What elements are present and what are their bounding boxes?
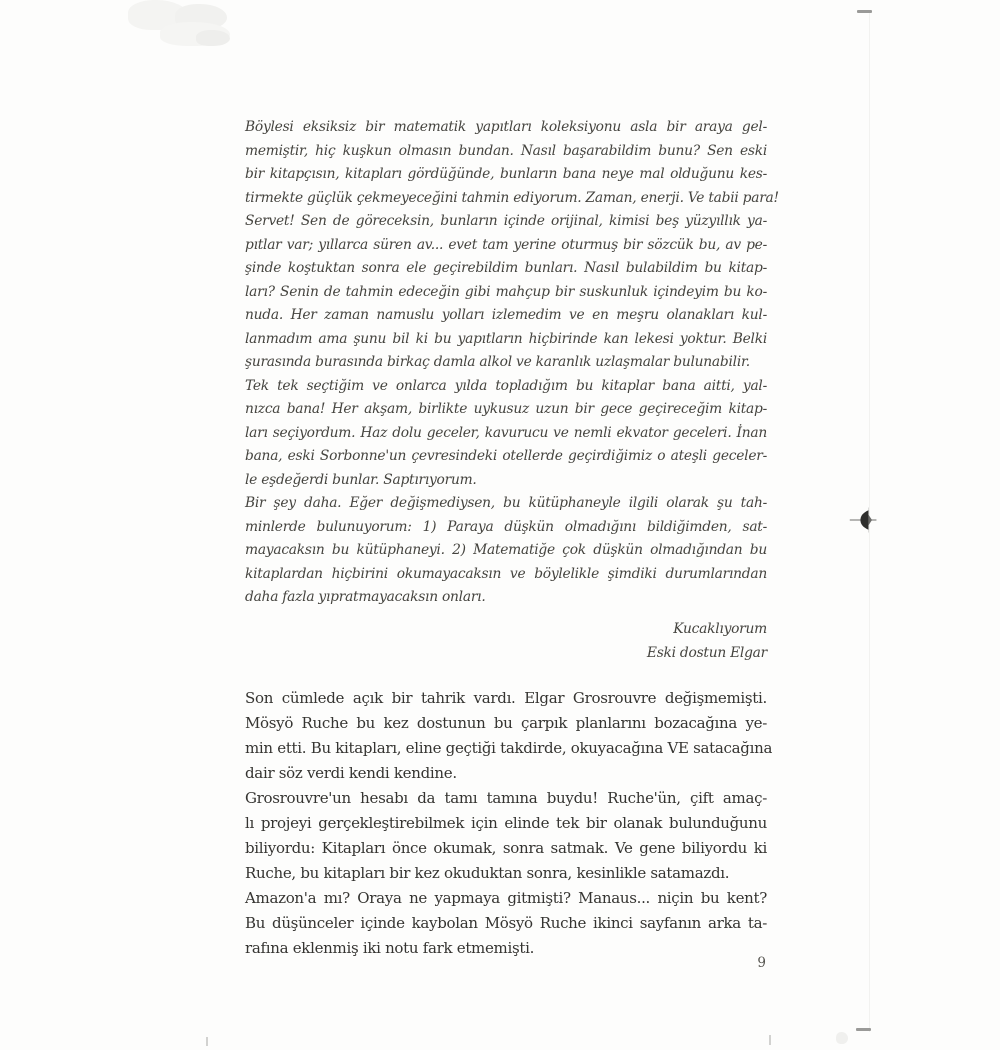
text-line: min etti. Bu kitapları, eline geçtiği takdirde, okuyacağına VE satacağına — [245, 739, 773, 757]
scan-tick — [206, 1037, 208, 1046]
text-line: lı projeyi gerçekleştirebilmek için elinde tek bir olanak bulunduğunu — [245, 814, 767, 832]
registration-mark-icon — [846, 504, 882, 536]
text-line: Mösyö Ruche bu kez dostunun bu çarpık planlarını bozacağına ye- — [245, 714, 767, 732]
text-line: mayacaksın bu kütüphaneyi. 2) Matematiğe çok düşkün olmadığından bu — [245, 542, 767, 558]
text-line: bana, eski Sorbonne'un çevresindeki otellerde geçirdiğimiz o ateşli geceler- — [245, 448, 767, 464]
text-line: bir kitapçısın, kitapları gördüğünde, bunların bana neye mal olduğunu kes- — [245, 166, 767, 182]
letter-block — [245, 116, 779, 666]
text-line: Servet! Sen de göreceksin, bunların içinde orijinal, kimisi beş yüzyıllık ya- — [245, 213, 767, 229]
text-line: daha fazla yıpratmayacaksın onları. — [245, 589, 486, 605]
crop-mark-top-right — [857, 10, 872, 13]
text-line: nuda. Her zaman namuslu yolları izlemedim ve en meşru olanakları kul- — [245, 307, 767, 323]
letter-signature — [245, 617, 767, 666]
text-line: Ruche, bu kitapları bir kez okuduktan sonra, kesinlikle satamazdı. — [245, 864, 730, 882]
text-line: Bir şey daha. Eğer değişmediysen, bu kütüphaneyle ilgili olarak şu tah- — [245, 495, 767, 511]
text-line: ları? Senin de tahmin edeceğin gibi mahçup bir suskunluk içindeyim bu ko- — [245, 283, 767, 300]
scan-smudge — [836, 1032, 848, 1044]
body-paragraph-2 — [245, 786, 767, 886]
crop-mark-bottom-right — [856, 1028, 871, 1031]
body-paragraph-1 — [245, 686, 773, 786]
text-line: le eşdeğerdi bunlar. Saptırıyorum. — [245, 471, 477, 488]
text-line: Amazon'a mı? Oraya ne yapmaya gitmişti? Manaus... niçin bu kent? — [245, 889, 767, 907]
scan-tick — [769, 1035, 771, 1045]
text-line: şurasında burasında birkaç damla alkol ve karanlık uzlaşmalar bulunabilir. — [245, 354, 750, 370]
text-line: biliyordu: Kitapları önce okumak, sonra satmak. Ve gene biliyordu ki — [245, 839, 767, 857]
text-line: Bu düşünceler içinde kaybolan Mösyö Ruche ikinci sayfanın arka ta- — [245, 914, 767, 932]
letter-paragraph-2 — [245, 375, 767, 493]
text-line: minlerde bulunuyorum: 1) Paraya düşkün olmadığını bildiğimden, sat- — [245, 518, 767, 535]
letter-paragraph-1 — [245, 116, 779, 375]
letter-paragraph-3 — [245, 492, 767, 610]
text-line: pıtlar var; yıllarca süren av... evet tam yerine oturmuş bir sözcük bu, av pe- — [245, 236, 767, 253]
text-line: Son cümlede açık bir tahrik vardı. Elgar Grosrouvre değişmemişti. — [245, 689, 767, 707]
text-line: kitaplardan hiçbirini okumayacaksın ve böylelikle şimdiki durumlarından — [245, 565, 767, 582]
scan-smudge — [196, 30, 230, 46]
signature-line: Kucaklıyorum — [673, 620, 767, 637]
body-paragraph-3 — [245, 886, 767, 961]
text-line: Grosrouvre'un hesabı da tamı tamına buydu! Ruche'ün, çift amaç- — [245, 789, 767, 807]
text-line: ları seçiyordum. Haz dolu geceler, kavurucu ve nemli ekvator geceleri. İnan — [245, 424, 767, 441]
text-line: Böylesi eksiksiz bir matematik yapıtları koleksiyonu asla bir araya gel- — [245, 119, 767, 135]
signature-line: Eski dostun Elgar — [646, 645, 767, 661]
text-line: lanmadım ama şunu bil ki bu yapıtların hiçbirinde kan lekesi yoktur. Belki — [245, 330, 767, 347]
text-line: memiştir, hiç kuşkun olmasın bundan. Nasıl başarabildim bunu? Sen eski — [245, 142, 767, 159]
text-line: Tek tek seçtiğim ve onlarca yılda topladığım bu kitaplar bana aitti, yal- — [245, 377, 767, 394]
text-line: tirmekte güçlük çekmeyeceğini tahmin ediyorum. Zaman, enerji. Ve tabii para! — [245, 189, 779, 206]
text-line: nızca bana! Her akşam, birlikte uykusuz uzun bir gece geçireceğim kitap- — [245, 401, 767, 417]
text-line: şinde koştuktan sonra ele geçirebildim bunları. Nasıl bulabildim bu kitap- — [245, 260, 767, 276]
page-number: 9 — [757, 955, 766, 971]
body-text-block — [245, 686, 773, 961]
text-line: rafına eklenmiş iki notu fark etmemişti. — [245, 939, 535, 957]
text-line: dair söz verdi kendi kendine. — [245, 764, 457, 782]
